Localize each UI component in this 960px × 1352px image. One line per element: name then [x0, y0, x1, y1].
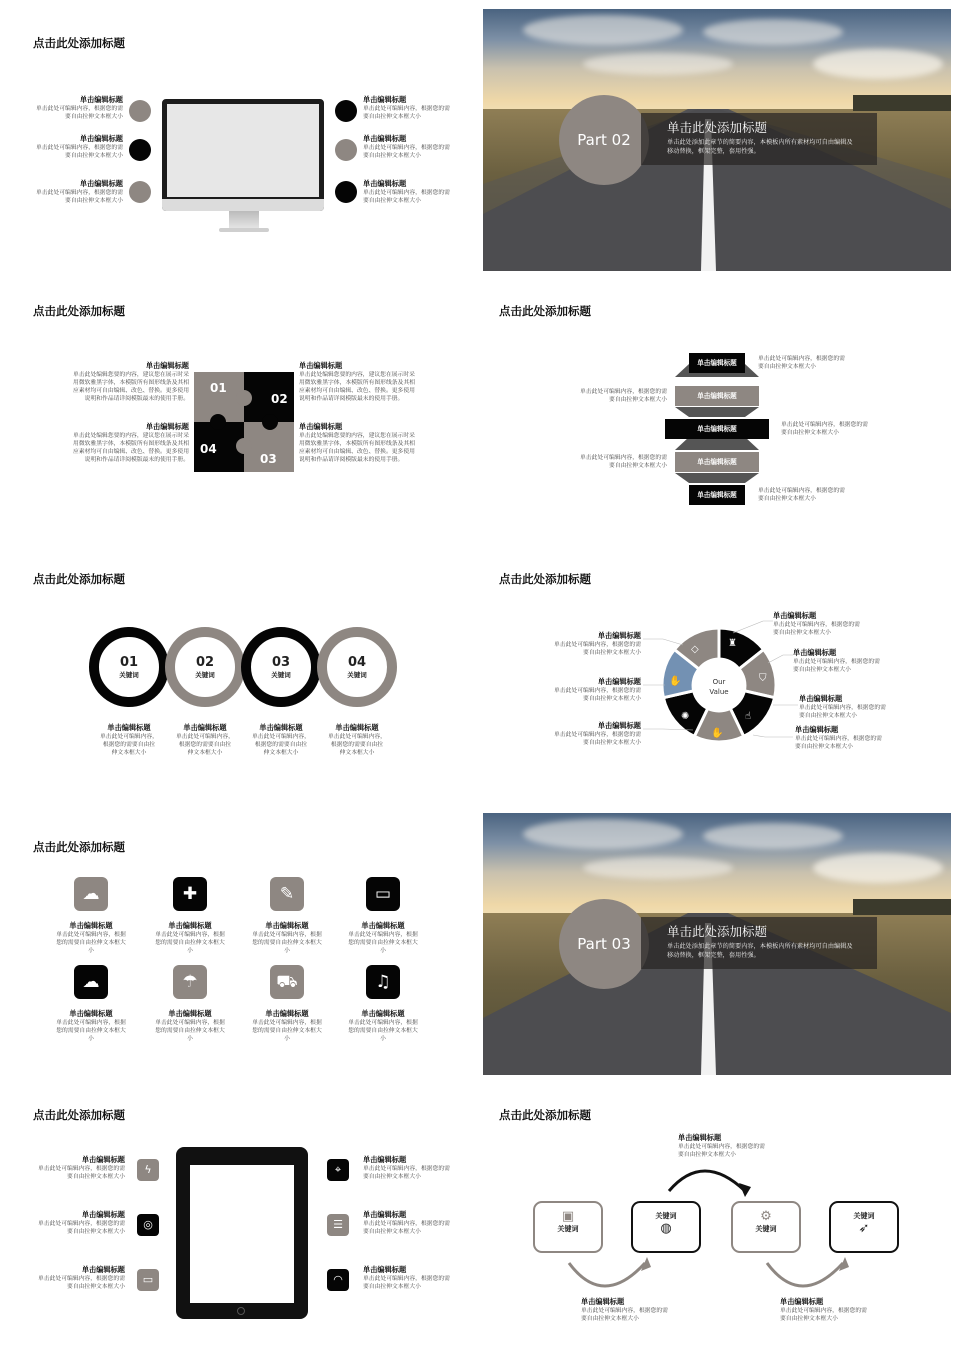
puzzle-graphic: 01 02 04 03 — [194, 372, 294, 472]
shield-icon: ⛉ — [759, 673, 767, 684]
car-icon: ⛟ — [270, 965, 304, 999]
gray-dot — [129, 100, 151, 122]
slide-rings — [9, 545, 477, 807]
slide-value-wheel — [483, 545, 951, 807]
puzzle-text-4: 单击编辑标题 单击此处编辑您要的内容，建议您在展示时采 用微软雅黑字体，本模版所有图形线条及其相 应素材均可自由编辑、改色、替换。更多使用 说明和作品请详阅模版最末的使用手册。 — [299, 422, 415, 463]
grid-caption: 单击编辑标题 单击此处可编辑内容，根据 您的需要自由拉伸文本框大 小 — [56, 1009, 126, 1042]
item-right-3: 单击编辑标题 单击此处可编辑内容，根据您的需 要自由拉伸文本框大小 — [363, 179, 450, 204]
value-item-1: 单击编辑标题 单击此处可编辑内容，根据您的需 要自由拉伸文本框大小 — [773, 611, 860, 636]
puzzle-text-2: 单击编辑标题 单击此处编辑您要的内容，建议您在展示时采 用微软雅黑字体，本模版所有图形线条及其相 应素材均可自由编辑、改色、替换。更多使用 说明和作品请详阅模版最末的使用手册。 — [73, 422, 189, 463]
slide-puzzle — [9, 277, 477, 539]
grid-caption: 单击编辑标题 单击此处可编辑内容，根据 您的需要自由拉伸文本框大 小 — [155, 1009, 225, 1042]
umbrella-icon: ☂ — [173, 965, 207, 999]
brush-icon: ✎ — [270, 877, 304, 911]
item-left-2: 单击编辑标题 单击此处可编辑内容，根据您的需 要自由拉伸文本框大小 — [36, 134, 123, 159]
value-item-2: 单击编辑标题 单击此处可编辑内容，根据您的需 要自由拉伸文本框大小 — [793, 648, 880, 673]
ring-label-02: 02 关键词 — [195, 655, 215, 679]
wheel-center: Our Value — [709, 678, 729, 696]
music-icon: ♫ — [366, 965, 400, 999]
black-dot — [335, 181, 357, 203]
grid-caption: 单击编辑标题 单击此处可编辑内容，根据 您的需要自由拉伸文本框大 小 — [252, 1009, 322, 1042]
battery-icon: ▭ — [137, 1269, 159, 1291]
slide-ribbon — [483, 277, 951, 539]
slide-title: 点击此处添加标题 — [33, 572, 125, 586]
item-left-3: 单击编辑标题 单击此处可编辑内容，根据您的需 要自由拉伸文本框大小 — [36, 179, 123, 204]
lightning-icon: ϟ — [137, 1159, 159, 1181]
value-item-3: 单击编辑标题 单击此处可编辑内容，根据您的需 要自由拉伸文本框大小 — [799, 694, 886, 719]
slide-part-02 — [483, 9, 951, 271]
flow-caption-left: 单击编辑标题 单击此处可编辑内容，根据您的需 要自由拉伸文本框大小 — [581, 1297, 668, 1322]
grid-caption: 单击编辑标题 单击此处可编辑内容，根据 您的需要自由拉伸文本框大 小 — [348, 1009, 418, 1042]
lightbulb-icon: ✺ — [681, 711, 690, 722]
gray-dot — [129, 181, 151, 203]
flow-step-4: 关键词 ➶ — [829, 1201, 899, 1253]
item-right-2: 单击编辑标题 单击此处可编辑内容，根据您的需 要自由拉伸文本框大小 — [363, 134, 450, 159]
ribbon-1: 单击编辑标题 — [689, 353, 745, 373]
black-dot — [335, 100, 357, 122]
rocket-icon: ➶ — [858, 1221, 870, 1236]
monitor-base — [219, 228, 269, 232]
chat-icon: ▭ — [366, 877, 400, 911]
value-item-4: 单击编辑标题 单击此处可编辑内容，根据您的需 要自由拉伸文本框大小 — [795, 725, 882, 750]
globe-search-icon: ◍ — [660, 1221, 672, 1236]
sliders-icon: ☰ — [327, 1214, 349, 1236]
ring-label-01: 01 关键词 — [119, 655, 139, 679]
tie-icon: ♜ — [728, 638, 737, 649]
gears-icon: ⚙ — [760, 1209, 772, 1224]
cloud-upload-icon: ☁ — [74, 965, 108, 999]
flow-step-2: 关键词 ◍ — [631, 1201, 701, 1253]
slide-monitor — [9, 9, 477, 271]
tablet-item-r3: 单击编辑标题 单击此处可编辑内容，根据您的需 要自由拉伸文本框大小 — [363, 1265, 450, 1290]
ribbon-text-3: 单击此处可编辑内容，根据您的需 要自由拉伸文本框大小 — [781, 422, 868, 436]
ribbon-3: 单击编辑标题 — [665, 419, 769, 439]
grid-caption: 单击编辑标题 单击此处可编辑内容，根据 您的需要自由拉伸文本框大 小 — [56, 921, 126, 954]
slide-title: 点击此处添加标题 — [499, 304, 591, 318]
ribbon-text-1: 单击此处可编辑内容，根据您的需 要自由拉伸文本框大小 — [758, 356, 845, 370]
ribbon-text-5: 单击此处可编辑内容，根据您的需 要自由拉伸文本框大小 — [758, 488, 845, 502]
part-badge: Part 02 — [559, 95, 649, 185]
slide-tablet — [9, 1081, 477, 1343]
monitor-screen — [162, 99, 324, 211]
slide-title: 点击此处添加标题 — [33, 304, 125, 318]
flow-step-3: ⚙ 关键词 — [731, 1201, 801, 1253]
part-caption: 单击此处添加标题 单击此处添加此章节的简要内容，本模板内所有素材均可自由编辑及 移动替换，框架完整，套用性强。 — [641, 113, 877, 165]
ring-caption-01: 单击编辑标题 单击此处可编辑内容， 根据您的需要自由拉 伸文本框大小 — [100, 723, 158, 756]
tablet-item-r2: 单击编辑标题 单击此处可编辑内容，根据您的需 要自由拉伸文本框大小 — [363, 1210, 450, 1235]
slide-icon-grid — [9, 813, 477, 1075]
part-caption: 单击此处添加标题 单击此处添加此章节的简要内容，本模板内所有素材均可自由编辑及 移动替换，框架完整，套用性强。 — [641, 917, 877, 969]
slide-title: 点击此处添加标题 — [499, 572, 591, 586]
handshake-icon: ✋ — [711, 728, 724, 739]
ribbon-2: 单击编辑标题 — [675, 386, 759, 406]
grid-caption: 单击编辑标题 单击此处可编辑内容，根据 您的需要自由拉伸文本框大 小 — [348, 921, 418, 954]
flow-step-1: ▣ 关键词 — [533, 1201, 603, 1253]
flow-caption-right: 单击编辑标题 单击此处可编辑内容，根据您的需 要自由拉伸文本框大小 — [780, 1297, 867, 1322]
puzzle-text-1: 单击编辑标题 单击此处编辑您要的内容，建议您在展示时采 用微软雅黑字体，本模版所有图形线条及其相 应素材均可自由编辑、改色、替换。更多使用 说明和作品请详阅模版最末的使用手册。 — [73, 361, 189, 402]
slide-title: 点击此处添加标题 — [33, 36, 125, 50]
monitor-stand — [229, 211, 259, 229]
black-dot — [129, 139, 151, 161]
slide-part-03 — [483, 813, 951, 1075]
item-left-1: 单击编辑标题 单击此处可编辑内容，根据您的需 要自由拉伸文本框大小 — [36, 95, 123, 120]
monitor-chin — [162, 199, 324, 211]
medkit-icon: ✚ — [173, 877, 207, 911]
tablet-item-l1: 单击编辑标题 单击此处可编辑内容，根据您的需 要自由拉伸文本框大小 — [38, 1155, 125, 1180]
value-wheel — [483, 545, 951, 807]
map-icon: ⌖ — [327, 1159, 349, 1181]
part-badge: Part 03 — [559, 899, 649, 989]
wifi-icon: ◠ — [327, 1269, 349, 1291]
value-item-5: 单击编辑标题 单击此处可编辑内容，根据您的需 要自由拉伸文本框大小 — [554, 631, 641, 656]
ring-label-03: 03 关键词 — [271, 655, 291, 679]
grid-caption: 单击编辑标题 单击此处可编辑内容，根据 您的需要自由拉伸文本框大 小 — [252, 921, 322, 954]
slide-title: 点击此处添加标题 — [499, 1108, 591, 1122]
tablet-item-l3: 单击编辑标题 单击此处可编辑内容，根据您的需 要自由拉伸文本框大小 — [38, 1265, 125, 1290]
lifebuoy-icon: ◎ — [137, 1214, 159, 1236]
value-item-6: 单击编辑标题 单击此处可编辑内容，根据您的需 要自由拉伸文本框大小 — [554, 677, 641, 702]
ring-caption-04: 单击编辑标题 单击此处可编辑内容， 根据您的需要自由拉 伸文本框大小 — [328, 723, 386, 756]
slide-process — [483, 1081, 951, 1343]
thumbs-up-icon: ☝ — [745, 711, 752, 722]
slide-title: 点击此处添加标题 — [33, 1108, 125, 1122]
ring-caption-03: 单击编辑标题 单击此处可编辑内容， 根据您的需要自由拉 伸文本框大小 — [252, 723, 310, 756]
briefcase-icon: ▣ — [561, 1209, 575, 1224]
item-right-1: 单击编辑标题 单击此处可编辑内容，根据您的需 要自由拉伸文本框大小 — [363, 95, 450, 120]
flow-caption-top: 单击编辑标题 单击此处可编辑内容，根据您的需 要自由拉伸文本框大小 — [678, 1133, 765, 1158]
ribbon-5: 单击编辑标题 — [689, 485, 745, 505]
value-item-7: 单击编辑标题 单击此处可编辑内容，根据您的需 要自由拉伸文本框大小 — [554, 721, 641, 746]
gray-dot — [335, 139, 357, 161]
tablet-home-button — [237, 1307, 245, 1315]
tablet-item-l2: 单击编辑标题 单击此处可编辑内容，根据您的需 要自由拉伸文本框大小 — [38, 1210, 125, 1235]
tablet-item-r1: 单击编辑标题 单击此处可编辑内容，根据您的需 要自由拉伸文本框大小 — [363, 1155, 450, 1180]
puzzle-text-3: 单击编辑标题 单击此处编辑您要的内容，建议您在展示时采 用微软雅黑字体，本模版所有图形线条及其相 应素材均可自由编辑、改色、替换。更多使用 说明和作品请详阅模版最末的使用手册。 — [299, 361, 415, 402]
slide-title: 点击此处添加标题 — [33, 840, 125, 854]
ribbon-text-4: 单击此处可编辑内容，根据您的需 要自由拉伸文本框大小 — [580, 455, 667, 469]
ring-label-04: 04 关键词 — [347, 655, 367, 679]
grid-caption: 单击编辑标题 单击此处可编辑内容，根据 您的需要自由拉伸文本框大 小 — [155, 921, 225, 954]
hands-icon: ✋ — [669, 676, 682, 687]
ribbon-4: 单击编辑标题 — [675, 452, 759, 472]
ribbon-text-2: 单击此处可编辑内容，根据您的需 要自由拉伸文本框大小 — [580, 389, 667, 403]
cloud-download-icon: ☁ — [74, 877, 108, 911]
tablet-screen — [190, 1165, 294, 1303]
diamond-icon: ◇ — [691, 644, 699, 655]
ring-caption-02: 单击编辑标题 单击此处可编辑内容， 根据您的需要自由拉 伸文本框大小 — [176, 723, 234, 756]
